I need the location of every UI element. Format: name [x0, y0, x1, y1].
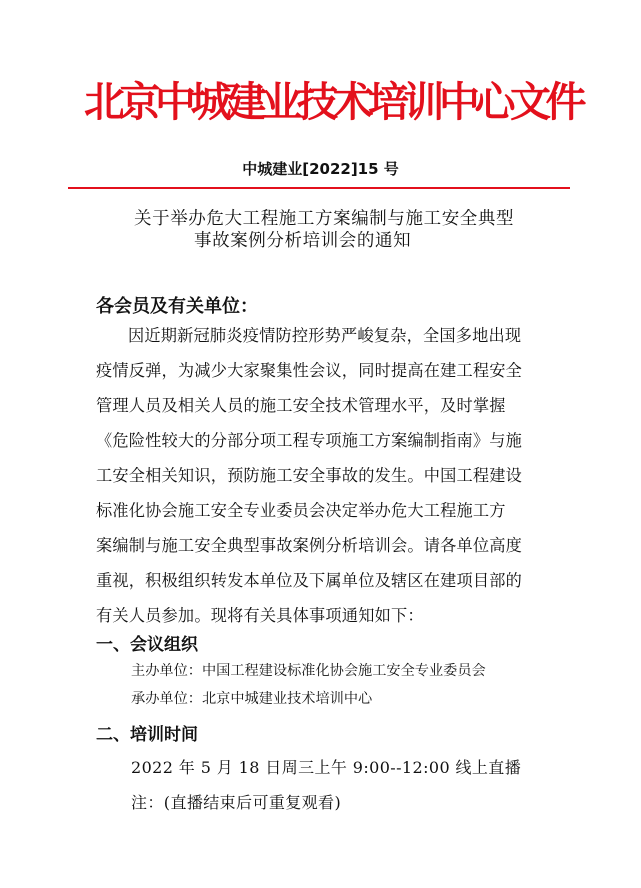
notice-title-line-2: 事故案例分析培训会的通知 — [194, 231, 412, 251]
training-time-line: 2022 年 5 月 18 日周三上午 9:00--12:00 线上直播 — [131, 758, 522, 777]
host-unit-line: 主办单位：中国工程建设标准化协会施工安全专业委员会 — [131, 663, 486, 679]
red-divider-rule — [68, 187, 570, 189]
body-line: 案编制与施工安全典型事故案例分析培训会。请各单位高度 — [96, 536, 523, 555]
salutation: 各会员及有关单位： — [96, 296, 258, 317]
body-line: 重视，积极组织转发本单位及下属单位及辖区在建项目部的 — [96, 571, 523, 590]
body-line: 管理人员及相关人员的施工安全技术管理水平，及时掌握 — [96, 396, 506, 415]
replay-note-line: 注：(直播结束后可重复观看) — [131, 793, 342, 812]
body-line: 因近期新冠肺炎疫情防控形势严峻复杂，全国多地出现 — [128, 326, 522, 345]
body-line: 工安全相关知识，预防施工安全事故的发生。中国工程建设 — [96, 466, 523, 485]
body-line: 有关人员参加。现将有关具体事项通知如下： — [96, 606, 424, 625]
notice-title-line-1: 关于举办危大工程施工方案编制与施工安全典型 — [134, 209, 515, 229]
section-heading-meeting-organization: 一、会议组织 — [96, 635, 198, 655]
organizer-unit-line: 承办单位：北京中城建业技术培训中心 — [131, 691, 373, 707]
section-heading-training-time: 二、培训时间 — [96, 725, 198, 745]
document-header-title: 北京中城建业技术培训中心文件 — [84, 78, 581, 126]
body-line: 《危险性较大的分部分项工程专项施工方案编制指南》与施 — [96, 431, 523, 450]
body-line: 标准化协会施工安全专业委员会决定举办危大工程施工方 — [96, 501, 506, 520]
document-number: 中城建业[2022]15 号 — [242, 160, 399, 178]
body-line: 疫情反弹，为减少大家聚集性会议，同时提高在建工程安全 — [96, 361, 523, 380]
body-paragraph — [96, 318, 556, 633]
notice-title — [134, 208, 574, 252]
